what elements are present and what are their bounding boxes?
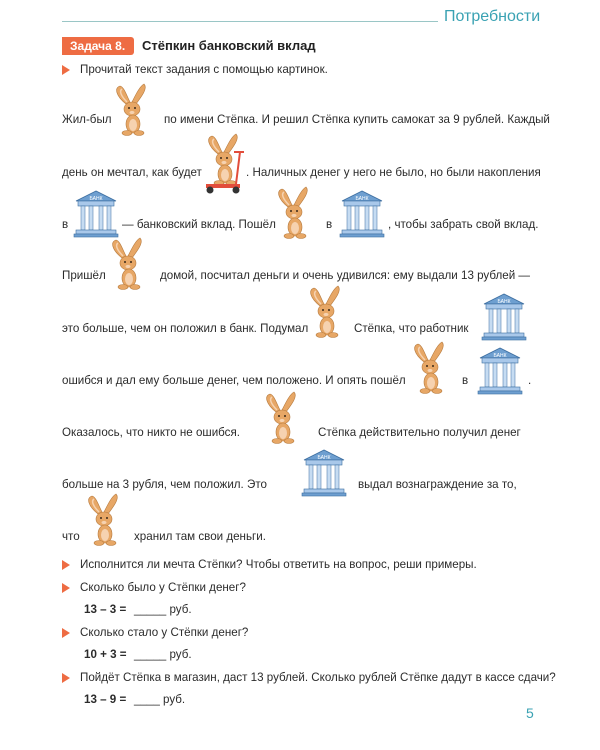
answer-blank[interactable]: ____ руб. [134, 693, 186, 706]
question-text: Сколько было у Стёпки денег? [80, 581, 246, 594]
question-text: Сколько стало у Стёпки денег? [80, 626, 249, 639]
bullet-arrow-icon [62, 560, 70, 570]
story-text: . [528, 374, 532, 387]
page-number: 5 [526, 705, 534, 721]
rabbit-icon [112, 84, 156, 136]
answer-blank[interactable]: _____ руб. [134, 648, 192, 661]
equation: 13 – 9 = [84, 693, 127, 706]
story-text: в [462, 374, 469, 387]
story-text: день он мечтал, как будет [62, 166, 202, 179]
rabbit-on-scooter-icon [202, 134, 244, 194]
bank-label: БАНК [89, 196, 103, 202]
story-text: , чтобы забрать свой вклад. [388, 218, 539, 231]
rabbit-icon [274, 187, 318, 239]
bank-label: БАНК [497, 299, 511, 305]
story-text: Жил-был [62, 113, 112, 126]
bullet-arrow-icon [62, 673, 70, 683]
question-text: Исполнится ли мечта Стёпки? Чтобы ответить на вопрос, реши примеры. [80, 558, 477, 571]
bank-icon [302, 448, 346, 496]
bank-icon [74, 189, 118, 237]
bullet-arrow-icon [62, 65, 70, 75]
story-text: выдал вознаграждение за то, [358, 478, 517, 491]
bank-icon [340, 189, 384, 237]
bullet-arrow-icon [62, 628, 70, 638]
story-text: это больше, чем он положил в банк. Подумал [62, 322, 309, 335]
answer-blank[interactable]: _____ руб. [134, 603, 192, 616]
bank-label: БАНК [493, 353, 507, 359]
bank-icon [482, 292, 526, 340]
intro-text: Прочитай текст задания с помощью картинок. [80, 63, 328, 76]
rabbit-icon [84, 494, 128, 546]
equation: 10 + 3 = [84, 648, 127, 661]
story-text: Пришёл [62, 269, 106, 282]
story-text: ошибся и дал ему больше денег, чем положено. И опять пошёл [62, 374, 406, 387]
task-number: Задача 8. [70, 39, 126, 53]
rabbit-icon [108, 238, 152, 290]
story-text: Стёпка, что работник [354, 322, 469, 335]
story-text: домой, посчитал деньги и очень удивился: ему выдали 13 рублей — [160, 269, 530, 282]
story-text: . Наличных денег у него не было, но были накопления [246, 166, 541, 179]
bank-label: БАНК [317, 455, 331, 461]
section-title: Потребности [444, 8, 541, 25]
story-text: больше на 3 рубля, чем положил. Это [62, 478, 267, 491]
bank-label: БАНК [355, 196, 369, 202]
story-text: Оказалось, что никто не ошибся. [62, 426, 240, 439]
question-text: Пойдёт Стёпка в магазин, даст 13 рублей. Сколько рублей Стёпке дадут в кассе сдачи? [80, 671, 556, 684]
bank-icon [478, 346, 522, 394]
rabbit-icon [306, 286, 350, 338]
story-text: что [62, 530, 80, 543]
story-text: хранил там свои деньги. [134, 530, 266, 543]
rabbit-icon [262, 392, 306, 444]
story-text: — банковский вклад. Пошёл [122, 218, 276, 231]
story-text: Стёпка действительно получил денег [318, 426, 521, 439]
rabbit-icon [410, 342, 454, 394]
story-text: в [326, 218, 333, 231]
story-text: в [62, 218, 69, 231]
equation: 13 – 3 = [84, 603, 127, 616]
header-rule [62, 21, 438, 22]
bullet-arrow-icon [62, 583, 70, 593]
story-text: по имени Стёпка. И решил Стёпка купить самокат за 9 рублей. Каждый [164, 113, 550, 126]
task-title: Стёпкин банковский вклад [142, 38, 316, 53]
